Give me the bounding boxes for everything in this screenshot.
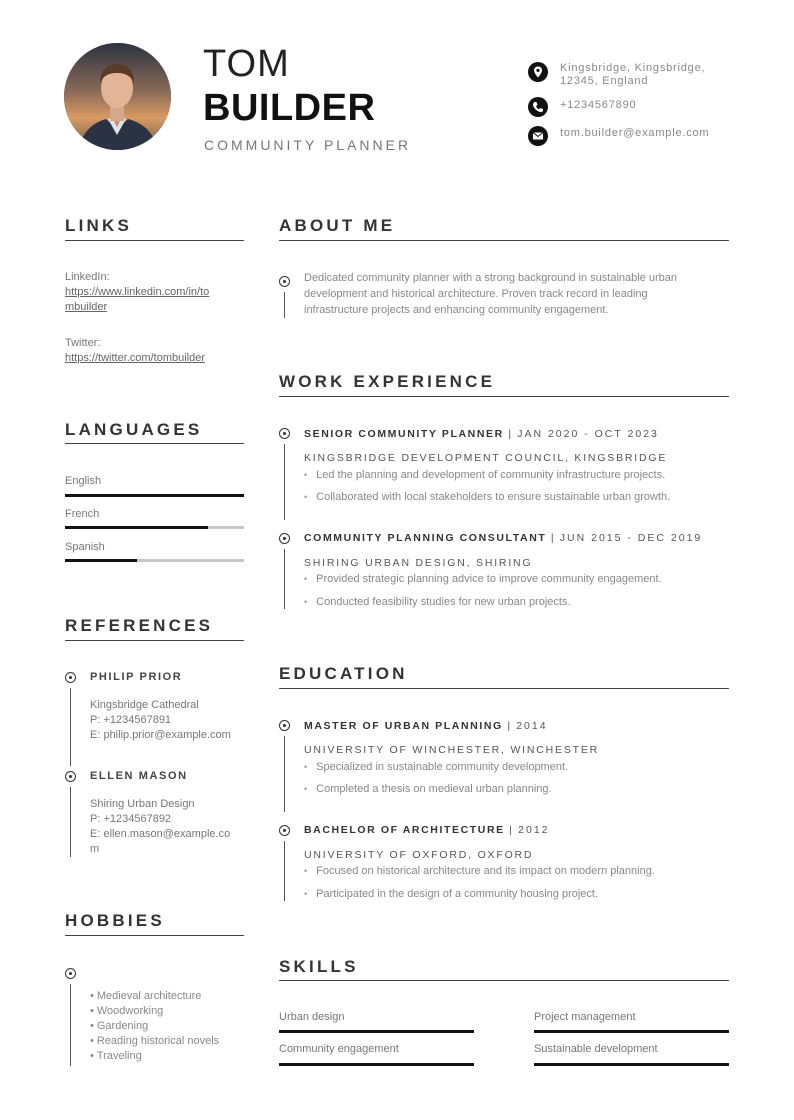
skill-name: Urban design	[279, 1011, 345, 1023]
job-bullet: • Provided strategic planning advice to improve community engagement.	[304, 573, 662, 585]
timeline-line	[70, 688, 71, 766]
address-line-2: 12345, England	[560, 75, 649, 87]
language-level-fill	[65, 526, 208, 529]
language-name: French	[65, 508, 100, 520]
references-divider	[65, 640, 244, 641]
language-name: Spanish	[65, 541, 105, 553]
education-org: UNIVERSITY OF OXFORD, OXFORD	[304, 849, 534, 861]
phone-icon	[528, 97, 548, 117]
timeline-dot-icon	[65, 672, 76, 683]
education-bullet: • Focused on historical architecture and its impact on modern planning.	[304, 865, 655, 877]
timeline-dot-icon	[279, 720, 290, 731]
skill-bar	[279, 1030, 474, 1033]
skill-name: Sustainable development	[534, 1043, 658, 1055]
profile-photo	[64, 43, 171, 150]
job-dates: JAN 2020 - OCT 2023	[517, 428, 659, 440]
language-level-bar	[65, 526, 244, 529]
skills-divider	[279, 980, 729, 981]
envelope-icon	[528, 126, 548, 146]
timeline-line	[70, 984, 71, 1066]
linkedin-label: LinkedIn:	[65, 271, 110, 283]
timeline-dot-icon	[65, 968, 76, 979]
timeline-line	[284, 444, 285, 520]
hobbies-title: HOBBIES	[65, 911, 165, 930]
education-degree: MASTER OF URBAN PLANNING	[304, 720, 503, 732]
reference-org: Shiring Urban Design	[90, 798, 195, 810]
contact-email	[528, 126, 758, 146]
skill-bar	[534, 1030, 729, 1033]
hobby-item: • Reading historical novels	[90, 1035, 219, 1047]
education-title: EDUCATION	[279, 664, 408, 683]
references-title: REFERENCES	[65, 616, 214, 635]
language-level-bar	[65, 559, 244, 562]
skill-name: Project management	[534, 1011, 636, 1023]
hobbies-divider	[65, 935, 244, 936]
education-degree: BACHELOR OF ARCHITECTURE	[304, 824, 505, 836]
contact-address	[528, 62, 758, 88]
job-separator: |	[508, 428, 513, 440]
location-pin-icon	[528, 62, 548, 82]
job-entry-title	[304, 428, 659, 440]
hobby-item: • Gardening	[90, 1020, 148, 1032]
timeline-dot-icon	[279, 276, 290, 287]
timeline-line	[70, 787, 71, 857]
skills-title: SKILLS	[279, 957, 359, 976]
job-entry-title	[304, 532, 702, 544]
timeline-line	[284, 841, 285, 901]
work-title: WORK EXPERIENCE	[279, 372, 496, 391]
last-name: BUILDER	[203, 87, 376, 129]
reference-phone: P: +1234567892	[90, 813, 172, 825]
language-level-fill	[65, 494, 244, 497]
reference-email-line-1: E: ellen.mason@example.co	[90, 828, 231, 840]
work-divider	[279, 396, 729, 397]
education-separator: |	[507, 720, 512, 732]
timeline-line	[284, 292, 285, 318]
contact-phone	[528, 97, 758, 117]
job-title: COMMUNITY PLANNER	[204, 137, 412, 153]
job-role: SENIOR COMMUNITY PLANNER	[304, 428, 504, 440]
reference-email-line-2: m	[90, 843, 100, 855]
job-org: SHIRING URBAN DESIGN, SHIRING	[304, 557, 533, 569]
education-divider	[279, 688, 729, 689]
job-bullet: • Led the planning and development of community infrastructure projects.	[304, 469, 665, 481]
reference-phone: P: +1234567891	[90, 714, 172, 726]
job-bullet: • Conducted feasibility studies for new urban projects.	[304, 596, 571, 608]
education-bullet: • Completed a thesis on medieval urban planning.	[304, 783, 552, 795]
timeline-dot-icon	[279, 428, 290, 439]
twitter-label: Twitter:	[65, 337, 101, 349]
hobby-item: • Woodworking	[90, 1005, 163, 1017]
hobby-item: • Medieval architecture	[90, 990, 201, 1002]
reference-org: Kingsbridge Cathedral	[90, 699, 199, 711]
languages-title: LANGUAGES	[65, 420, 203, 439]
timeline-dot-icon	[65, 771, 76, 782]
linkedin-link[interactable]	[65, 285, 209, 315]
education-entry-title	[304, 720, 548, 732]
timeline-line	[284, 549, 285, 609]
first-name: TOM	[203, 43, 290, 85]
education-year: 2012	[518, 824, 550, 836]
language-name: English	[65, 475, 102, 487]
education-bullet: • Specialized in sustainable community development.	[304, 761, 568, 773]
timeline-line	[284, 736, 285, 812]
language-level-fill	[65, 559, 137, 562]
education-entry-title	[304, 824, 550, 836]
language-level-bar	[65, 494, 244, 497]
skill-bar	[534, 1063, 729, 1066]
education-bullet: • Participated in the design of a community housing project.	[304, 888, 598, 900]
languages-divider	[65, 443, 244, 444]
hobby-item: • Traveling	[90, 1050, 142, 1062]
reference-name: ELLEN MASON	[90, 770, 188, 782]
about-divider	[279, 240, 729, 241]
skill-name: Community engagement	[279, 1043, 399, 1055]
about-text: Dedicated community planner with a strong background in sustainable urban development and historical architecture. Proven track record in leading infrastructure projects and enhancing community engagement.	[304, 272, 677, 316]
job-org: KINGSBRIDGE DEVELOPMENT COUNCIL, KINGSBRIDGE	[304, 452, 668, 464]
twitter-link[interactable]: https://twitter.com/tombuilder	[65, 352, 205, 364]
linkedin-link-line-1[interactable]: https://www.linkedin.com/in/to	[65, 286, 210, 298]
reference-email: E: philip.prior@example.com	[90, 729, 231, 741]
links-divider	[65, 240, 244, 241]
phone-text: +1234567890	[560, 99, 637, 111]
job-separator: |	[550, 532, 556, 544]
about-title: ABOUT ME	[279, 216, 396, 235]
reference-email	[90, 827, 230, 857]
job-role: COMMUNITY PLANNING CONSULTANT	[304, 532, 547, 544]
links-title: LINKS	[65, 216, 132, 235]
timeline-dot-icon	[279, 533, 290, 544]
education-year: 2014	[516, 720, 548, 732]
email-text: tom.builder@example.com	[560, 127, 710, 139]
education-org: UNIVERSITY OF WINCHESTER, WINCHESTER	[304, 744, 600, 756]
skill-bar	[279, 1063, 474, 1066]
reference-name: PHILIP PRIOR	[90, 671, 183, 683]
address-line-1: Kingsbridge, Kingsbridge,	[560, 62, 706, 74]
linkedin-link-line-2[interactable]: mbuilder	[65, 301, 108, 313]
education-separator: |	[509, 824, 514, 836]
job-bullet: • Collaborated with local stakeholders to ensure sustainable urban growth.	[304, 491, 670, 503]
timeline-dot-icon	[279, 825, 290, 836]
job-dates: JUN 2015 - DEC 2019	[559, 532, 703, 544]
